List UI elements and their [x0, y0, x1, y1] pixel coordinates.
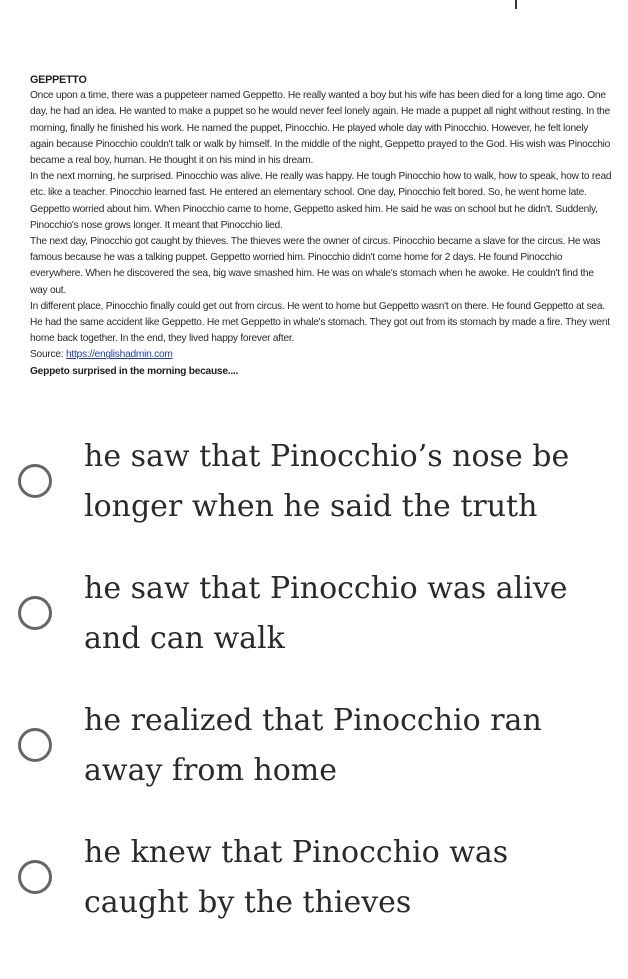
story-paragraph-4: In different place, Pinocchio finally could get out from circus. He went to home but Geppetto wasn't on there. He found Geppetto at sea. He had the same accident like Geppetto. He met Geppetto in whale's stomach. They got out from its stomach by made a fire. They went home back together. In the end, they lived happy forever after. — [30, 300, 610, 345]
source-label: Source: — [30, 349, 66, 361]
source-line — [30, 347, 612, 363]
answer-options — [0, 432, 628, 960]
answer-option-1[interactable] — [0, 432, 628, 564]
answer-option-label[interactable]: he saw that Pinocchio was alive and can walk — [84, 571, 568, 656]
question-text: Geppeto surprised in the morning because.... — [30, 365, 239, 377]
story-paragraph-2: In the next morning, he surprised. Pinocchio was alive. He really was happy. He tough Pinocchio how to walk, how to speak, how to read etc. like a teacher. Pinocchio learned fast. He entered an elementary school. One day, Pinocchio felt bored. So, he went home late. Geppetto worried about him. When Pinocchio came to home, Geppetto asked him. He said he was on school but he didn't. Suddenly, Pinocchio's nose grows longer. It meant that Pinocchio lied. — [30, 171, 612, 231]
answer-option-label[interactable]: he knew that Pinocchio was caught by the thieves — [84, 835, 509, 920]
radio-button-icon[interactable] — [18, 728, 52, 762]
answer-option-label[interactable]: he realized that Pinocchio ran away from home — [84, 703, 542, 788]
story-paragraph-3: The next day, Pinocchio got caught by thieves. The thieves were the owner of circus. Pinocchio became a slave for the circus. He was famous because he was a talking puppet. Geppetto worried him. Pinocchio didn't come home for 2 days. He found Pinocchio everywhere. When he discovered the sea, big wave smashed him. He was on whale's stomach when he awoke. He couldn't find the way out. — [30, 236, 601, 296]
source-link[interactable]: https://englishadmin.com — [65, 349, 173, 361]
radio-button-icon[interactable] — [18, 596, 52, 630]
answer-option-2[interactable] — [0, 564, 628, 696]
story-image-passage — [30, 72, 612, 380]
top-divider-mark — [515, 0, 517, 9]
story-title: GEPPETTO — [30, 74, 87, 86]
answer-option-3[interactable] — [0, 696, 628, 828]
answer-option-label[interactable]: he saw that Pinocchio’s nose be longer when he said the truth — [84, 439, 570, 524]
radio-button-icon[interactable] — [18, 860, 52, 894]
story-paragraph-1: Once upon a time, there was a puppeteer named Geppetto. He really wanted a boy but his wife has been died for a long time ago. One day, he had an idea. He wanted to make a puppet so he would never feel lonely again. He made a puppet all night without resting. In the morning, finally he finished his work. He named the puppet, Pinocchio. He played whole day with Pinocchio. However, he felt lonely again because Pinocchio couldn't talk or walk by himself. In the middle of the night, Geppetto prayed to the God. His wish was Pinocchio became a real boy, human. He thought it on his mind in his dream. — [30, 90, 611, 167]
answer-option-4[interactable] — [0, 828, 628, 960]
radio-button-icon[interactable] — [18, 464, 52, 498]
